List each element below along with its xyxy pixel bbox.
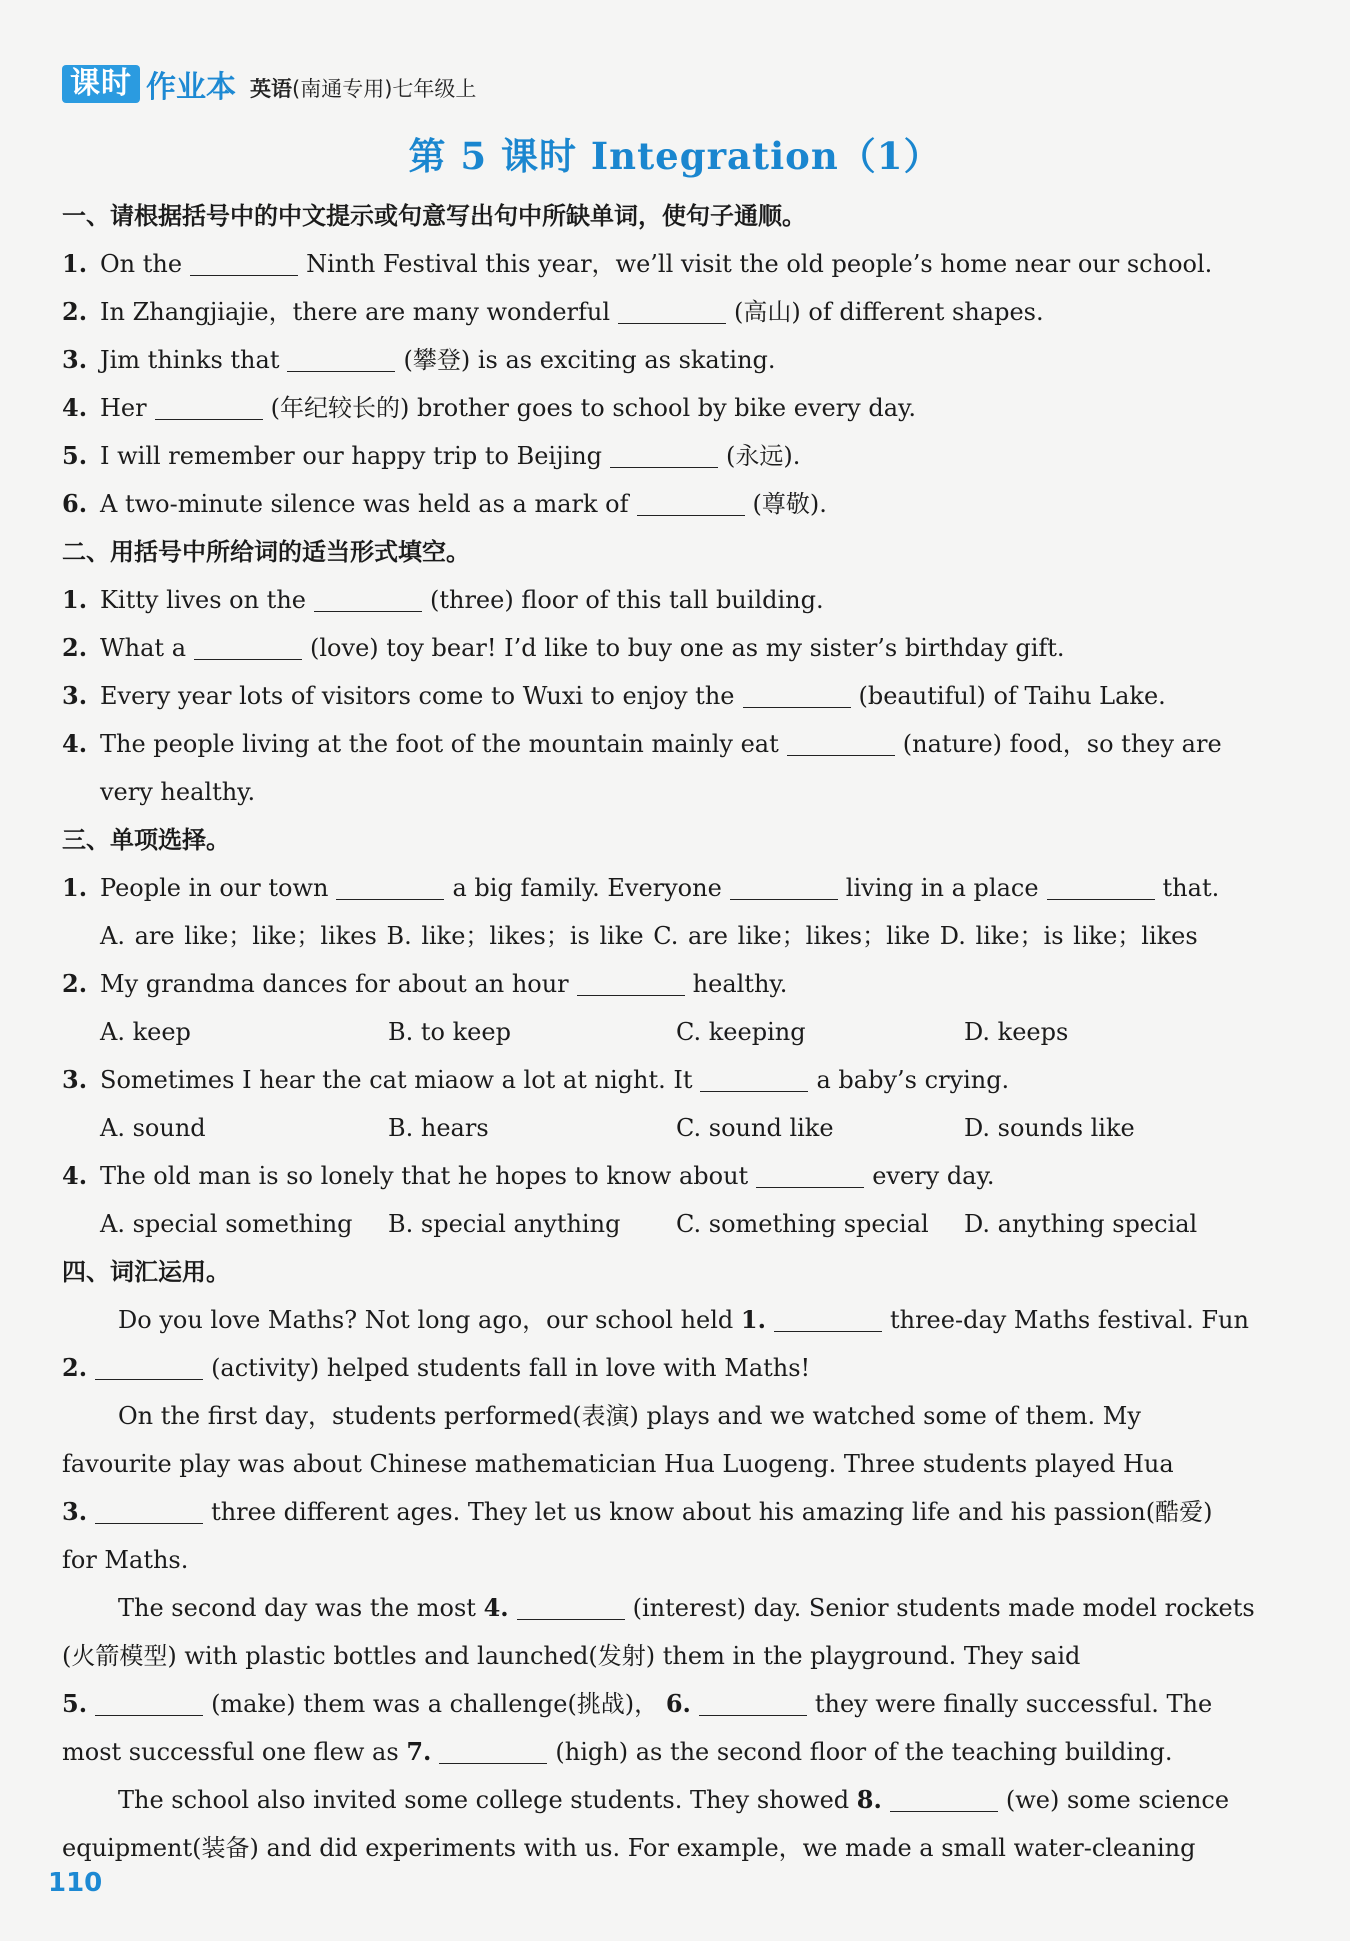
option-d[interactable]: D. sounds like [964,1114,1135,1142]
passage-text: they were finally successful. The [814,1690,1213,1718]
question-text: a big family. Everyone [452,874,722,902]
question-text: I will remember our happy trip to Beijing [100,442,603,470]
question-text: (尊敬). [752,490,827,518]
blank-number: 1. [740,1305,766,1334]
question-text: In Zhangjiajie，there are many wonderful [100,298,611,326]
page-header [62,62,476,106]
question-number: 6. [62,489,88,518]
question-text: My grandma dances for about an hour [100,970,569,998]
question-text: every day. [872,1162,995,1190]
blank-number: 4. [483,1593,509,1622]
answer-blank[interactable] [336,869,444,900]
question-line [62,384,1258,432]
exercise-content [62,192,1258,1872]
answer-options[interactable]: A. are like；like；likes B. like；likes；is like C. are like；likes；like D. like；is like；likes [100,922,1198,950]
question-text: a baby’s crying. [816,1066,1010,1094]
question-text: What a [100,634,187,662]
passage-line [62,1728,1258,1776]
answer-blank[interactable] [155,389,263,420]
question-line [62,576,1258,624]
passage-text: The second day was the most [118,1594,476,1622]
question-number: 4. [62,729,88,758]
option-d[interactable]: D. keeps [964,1018,1069,1046]
question-number: 3. [62,681,88,710]
answer-blank[interactable] [618,293,726,324]
answer-blank[interactable] [517,1589,625,1620]
question-text: (nature) food，so they are [902,730,1222,758]
book-info: (南通专用)七年级上 [292,77,477,101]
option-c[interactable]: C. keeping [676,1018,806,1046]
option-b[interactable]: B. hears [388,1114,489,1142]
answer-blank[interactable] [787,725,895,756]
blank-number: 5. [62,1689,88,1718]
book-subject: 英语 [250,77,292,101]
passage-text: three-day Maths festival. Fun [889,1306,1249,1334]
passage-text: (activity) helped students fall in love with Maths! [211,1354,811,1382]
passage-line: (火箭模型) with plastic bottles and launched(发射) them in the playground. They said [62,1642,1081,1670]
answer-blank[interactable] [610,437,718,468]
question-number: 3. [62,1065,88,1094]
answer-blank[interactable] [699,1685,807,1716]
question-number: 1. [62,873,88,902]
section-4-heading: 四、词汇运用。 [62,1258,230,1286]
section-1-heading: 一、请根据括号中的中文提示或句意写出句中所缺单词，使句子通顺。 [62,202,806,230]
passage-line [62,1296,1258,1344]
passage-text: three different ages. They let us know about his amazing life and his passion(酷爱) [211,1498,1213,1526]
answer-blank[interactable] [95,1685,203,1716]
question-text: (love) toy bear! I’d like to buy one as my sister’s birthday gift. [310,634,1065,662]
option-d[interactable]: D. anything special [964,1210,1198,1238]
question-number: 2. [62,633,88,662]
question-text: that. [1162,874,1220,902]
question-line [62,864,1258,912]
option-c[interactable]: C. sound like [676,1114,834,1142]
question-line [62,240,1258,288]
passage-text: Do you love Maths? Not long ago，our school held [118,1306,734,1334]
question-number: 2. [62,297,88,326]
passage-line: for Maths. [62,1546,189,1574]
question-line [62,672,1258,720]
option-a[interactable]: A. sound [100,1114,206,1142]
question-text: Sometimes I hear the cat miaow a lot at night. It [100,1066,693,1094]
answer-blank[interactable] [637,485,745,516]
option-b[interactable]: B. special anything [388,1210,621,1238]
answer-blank[interactable] [756,1157,864,1188]
question-text: People in our town [100,874,329,902]
answer-options [62,1104,1258,1152]
question-number: 1. [62,585,88,614]
question-line [62,960,1258,1008]
answer-blank[interactable] [95,1349,203,1380]
blank-number: 6. [665,1689,691,1718]
passage-line: favourite play was about Chinese mathematician Hua Luogeng. Three students played Hua [62,1450,1174,1478]
question-line [62,432,1258,480]
question-number: 5. [62,441,88,470]
lesson-title: 第 5 课时 Integration（1） [408,134,942,178]
blank-number: 3. [62,1497,88,1526]
answer-blank[interactable] [439,1733,547,1764]
question-text: living in a place [845,874,1039,902]
answer-blank[interactable] [95,1493,203,1524]
answer-blank[interactable] [314,581,422,612]
question-text: healthy. [692,970,788,998]
option-b[interactable]: B. to keep [388,1018,511,1046]
question-line [62,1056,1258,1104]
question-text: On the [100,250,183,278]
option-a[interactable]: A. keep [100,1018,191,1046]
passage-line: On the first day，students performed(表演) plays and we watched some of them. My [118,1402,1141,1430]
question-text: Ninth Festival this year，we’ll visit the old people’s home near our school. [306,250,1213,278]
question-text: Every year lots of visitors come to Wuxi to enjoy the [100,682,735,710]
question-text: (攀登) is as exciting as skating. [403,346,776,374]
question-line [62,720,1258,768]
question-line [62,624,1258,672]
passage-text: (high) as the second floor of the teaching building. [555,1738,1173,1766]
answer-blank[interactable] [1047,869,1155,900]
answer-blank[interactable] [743,677,851,708]
passage-text: (make) them was a challenge(挑战)， [211,1690,659,1718]
answer-blank[interactable] [194,629,302,660]
blank-number: 7. [406,1737,432,1766]
question-text: Jim thinks that [100,346,280,374]
blank-number: 2. [62,1353,88,1382]
blank-number: 8. [856,1785,882,1814]
passage-line [62,1584,1258,1632]
page-number: 110 [48,1868,103,1898]
passage-text: The school also invited some college students. They showed [118,1786,850,1814]
question-text: The old man is so lonely that he hopes to know about [100,1162,749,1190]
option-a[interactable]: A. special something [100,1210,353,1238]
answer-blank[interactable] [190,245,298,276]
question-number: 3. [62,345,88,374]
answer-blank[interactable] [890,1781,998,1812]
question-text: (永远). [726,442,801,470]
publisher-logo [62,62,236,106]
question-number: 4. [62,393,88,422]
answer-blank[interactable] [730,869,838,900]
section-2-heading: 二、用括号中所给词的适当形式填空。 [62,538,470,566]
question-line [62,480,1258,528]
passage-text: (we) some science [1005,1786,1230,1814]
question-number: 1. [62,249,88,278]
passage-line: equipment(装备) and did experiments with us. For example，we made a small water-cleaning [62,1834,1196,1862]
question-number: 2. [62,969,88,998]
question-text: (beautiful) of Taihu Lake. [858,682,1166,710]
question-line [62,1152,1258,1200]
question-text: The people living at the foot of the mountain mainly eat [100,730,779,758]
question-text: (高山) of different shapes. [734,298,1044,326]
section-3-heading: 三、单项选择。 [62,826,230,854]
question-number: 4. [62,1161,88,1190]
question-text: Her [100,394,147,422]
question-text: (年纪较长的) brother goes to school by bike every day. [270,394,917,422]
question-text: Kitty lives on the [100,586,306,614]
book-title [250,73,476,106]
passage-text: most successful one flew as [62,1738,399,1766]
answer-blank[interactable] [774,1301,882,1332]
passage-line [62,1776,1258,1824]
logo-badge: 课时 [62,65,140,103]
answer-blank[interactable] [287,341,395,372]
answer-blank[interactable] [577,965,685,996]
answer-options [62,1008,1258,1056]
passage-line [62,1680,1258,1728]
question-line [62,336,1258,384]
logo-text: 作业本 [146,70,236,105]
option-c[interactable]: C. something special [676,1210,929,1238]
passage-line [62,1344,1258,1392]
answer-options [62,1200,1258,1248]
passage-line [62,1488,1258,1536]
answer-blank[interactable] [700,1061,808,1092]
question-text: A two-minute silence was held as a mark of [100,490,629,518]
question-continuation: very healthy. [100,778,256,806]
question-text: (three) floor of this tall building. [429,586,824,614]
passage-text: (interest) day. Senior students made model rockets [632,1594,1255,1622]
question-line [62,288,1258,336]
